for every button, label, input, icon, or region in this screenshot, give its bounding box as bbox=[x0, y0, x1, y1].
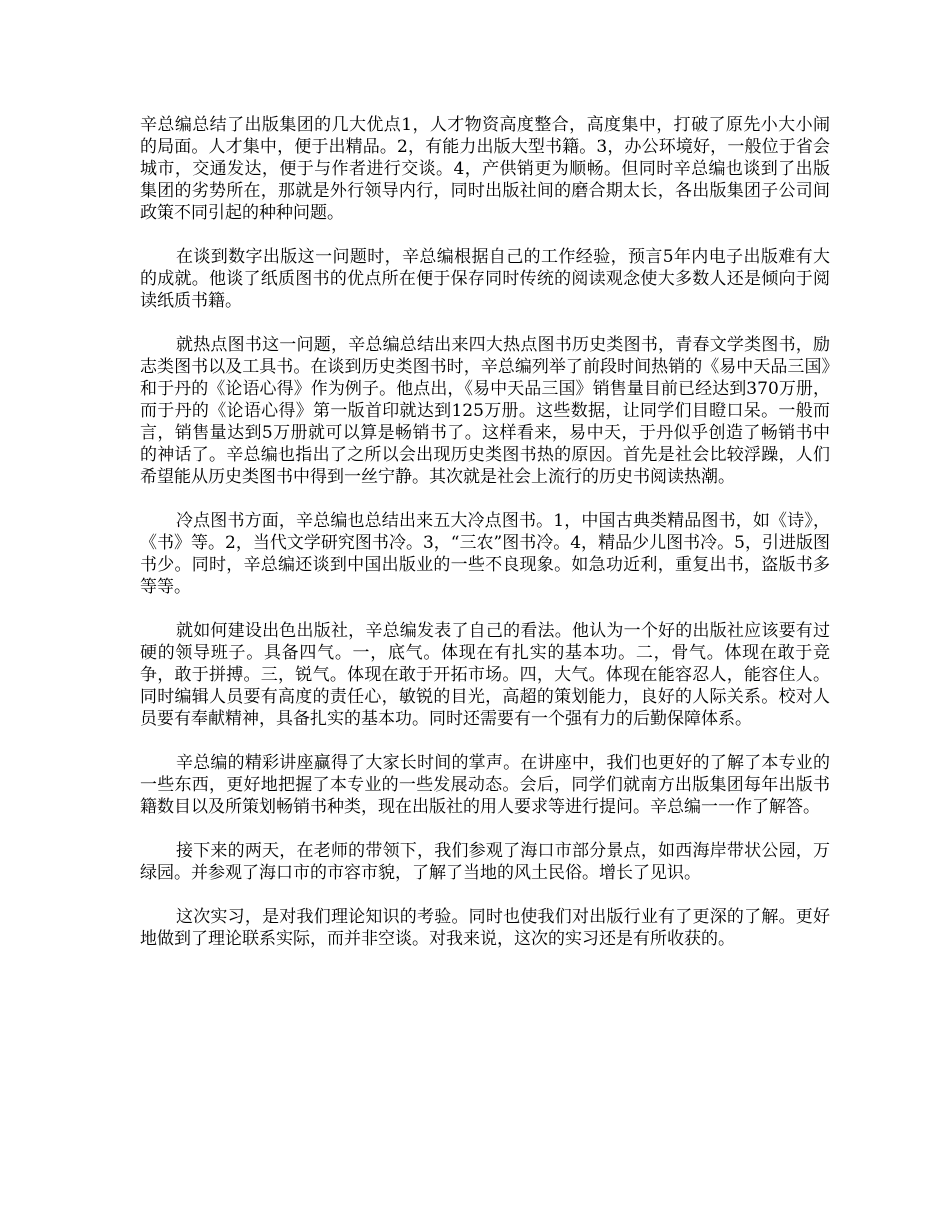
paragraph-8: 这次实习，是对我们理论知识的考验。同时也使我们对出版行业有了更深的了解。更好地做到了理论联系实际，而并非空谈。对我来说，这次的实习还是有所收获的。 bbox=[140, 907, 830, 949]
paragraph-2: 在谈到数字出版这一问题时，辛总编根据自己的工作经验，预言5年内电子出版难有大的成就。他谈了纸质图书的优点所在便于保存同时传统的阅读观念使大多数人还是倾向于阅读纸质书籍。 bbox=[140, 247, 830, 311]
paragraph-7: 接下来的两天，在老师的带领下，我们参观了海口市部分景点，如西海岸带状公园，万绿园。并参观了海口市的市容市貌，了解了当地的风土民俗。增长了见识。 bbox=[140, 841, 830, 883]
document-body bbox=[140, 114, 830, 972]
paragraph-1: 辛总编总结了出版集团的几大优点1，人才物资高度整合，高度集中，打破了原先小大小闹的局面。人才集中，便于出精品。2，有能力出版大型书籍。3，办公环境好，一般位于省会城市，交通发达，便于与作者进行交谈。4，产供销更为顺畅。但同时辛总编也谈到了出版集团的劣势所在，那就是外行领导内行，同时出版社间的磨合期太长，各出版集团子公司间政策不同引起的种种问题。 bbox=[140, 115, 830, 223]
paragraph-6: 辛总编的精彩讲座赢得了大家长时间的掌声。在讲座中，我们也更好的了解了本专业的一些东西，更好地把握了本专业的一些发展动态。会后，同学们就南方出版集团每年出版书籍数目以及所策划畅销书种类，现在出版社的用人要求等进行提问。辛总编一一作了解答。 bbox=[140, 753, 830, 817]
paragraph-4: 冷点图书方面，辛总编也总结出来五大冷点图书。1，中国古典类精品图书，如《诗》，《书》等。2，当代文学研究图书冷。3，“三农”图书冷。4，精品少儿图书冷。5，引进版图书少。同时，辛总编还谈到中国出版业的一些不良现象。如急功近利，重复出书，盗版书多等等。 bbox=[140, 511, 830, 597]
paragraph-5: 就如何建设出色出版社，辛总编发表了自己的看法。他认为一个好的出版社应该要有过硬的领导班子。具备四气。一，底气。体现在有扎实的基本功。二，骨气。体现在敢于竞争，敢于拼搏。三，锐气。体现在敢于开拓市场。四，大气。体现在能容忍人，能容住人。同时编辑人员要有高度的责任心，敏锐的目光，高超的策划能力，良好的人际关系。校对人员要有奉献精神，具备扎实的基本功。同时还需要有一个强有力的后勤保障体系。 bbox=[140, 621, 830, 729]
paragraph-3: 就热点图书这一问题，辛总编总结出来四大热点图书历史类图书，青春文学类图书，励志类图书以及工具书。在谈到历史类图书时，辛总编列举了前段时间热销的《易中天品三国》和于丹的《论语心得》作为例子。他点出，《易中天品三国》销售量目前已经达到370万册，而于丹的《论语心得》第一版首印就达到125万册。这些数据，让同学们目瞪口呆。一般而言，销售量达到5万册就可以算是畅销书了。这样看来，易中天，于丹似乎创造了畅销书中的神话了。辛总编也指出了之所以会出现历史类图书热的原因。首先是社会比较浮躁，人们希望能从历史类图书中得到一丝宁静。其次就是社会上流行的历史书阅读热潮。 bbox=[140, 335, 830, 487]
